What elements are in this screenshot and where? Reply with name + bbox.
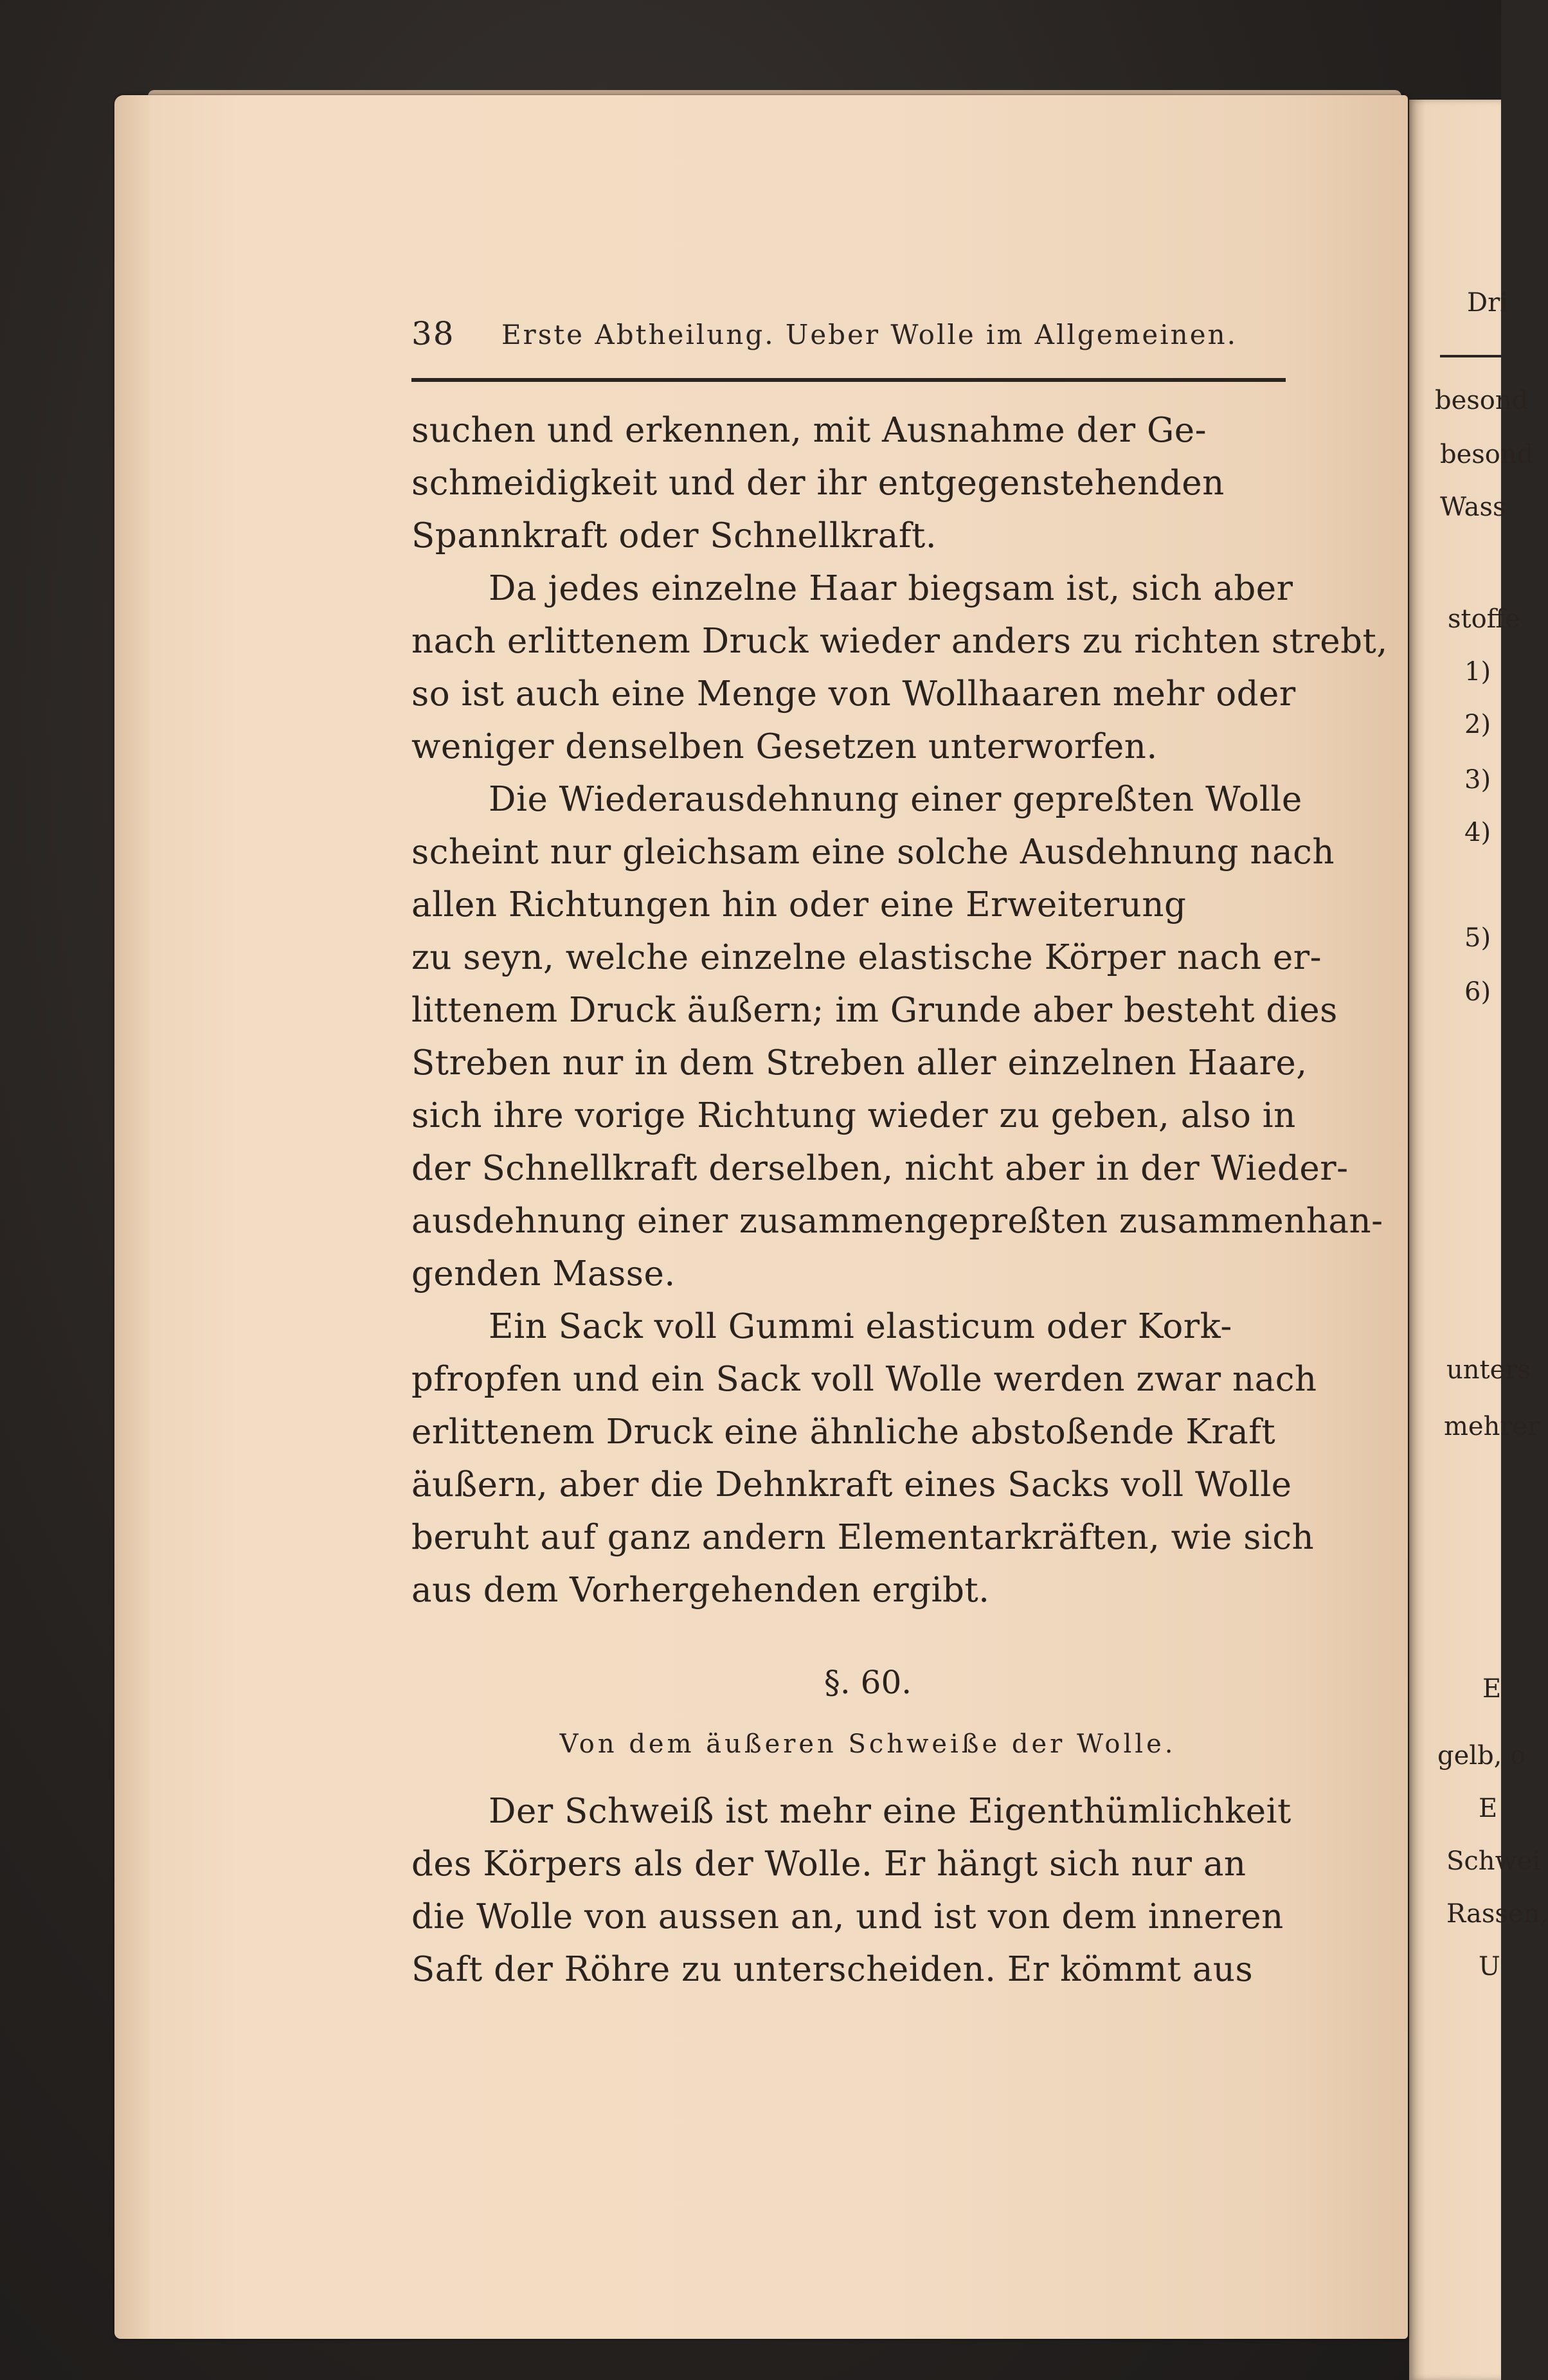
text-line: Streben nur in dem Streben aller einzelnen Haare, xyxy=(411,1043,1308,1083)
next-page-fragment: besond xyxy=(1440,440,1534,469)
next-page-fragment: 6) xyxy=(1464,977,1491,1007)
page-header xyxy=(411,315,1324,360)
next-page-fragment: stoffe xyxy=(1448,604,1520,634)
next-page-fragment: Wass xyxy=(1440,492,1506,522)
next-page-rule xyxy=(1440,355,1501,357)
text-line: genden Masse. xyxy=(411,1254,676,1294)
next-page-fragment: Schwei xyxy=(1446,1846,1541,1876)
next-page-fragment: 4) xyxy=(1464,818,1491,847)
text-line: die Wolle von aussen an, und ist von dem inneren xyxy=(411,1897,1284,1936)
section-number: §. 60. xyxy=(824,1664,912,1701)
text-line: pfropfen und ein Sack voll Wolle werden zwar nach xyxy=(411,1360,1317,1399)
text-line: littenem Druck äußern; im Grunde aber besteht dies xyxy=(411,991,1338,1030)
next-page-fragment: E xyxy=(1482,1674,1502,1704)
next-page-fragment: besond xyxy=(1435,386,1529,415)
text-line: scheint nur gleichsam eine solche Ausdehnung nach xyxy=(411,833,1335,872)
text-line: schmeidigkeit und der ihr entgegenstehenden xyxy=(411,464,1225,503)
text-line: Die Wiederausdehnung einer gepreßten Wolle xyxy=(489,780,1302,819)
text-line: Der Schweiß ist mehr eine Eigenthümlichkeit xyxy=(489,1792,1292,1831)
text-line: der Schnellkraft derselben, nicht aber in der Wieder- xyxy=(411,1149,1349,1188)
text-line: Saft der Röhre zu unterscheiden. Er kömmt aus xyxy=(411,1950,1254,1989)
next-page-fragment: U xyxy=(1479,1952,1500,1981)
text-line: sich ihre vorige Richtung wieder zu geben, also in xyxy=(411,1096,1296,1135)
text-line: so ist auch eine Menge von Wollhaaren mehr oder xyxy=(411,674,1296,714)
text-line: Spannkraft oder Schnellkraft. xyxy=(411,516,937,555)
next-page-fragment: mehrer xyxy=(1444,1412,1540,1441)
section-heading: Von dem äußeren Schweiße der Wolle. xyxy=(559,1729,1176,1759)
text-line: Da jedes einzelne Haar biegsam ist, sich aber xyxy=(489,569,1293,608)
text-line: zu seyn, welche einzelne elastische Körper nach er- xyxy=(411,938,1322,977)
next-page-fragment: Dri xyxy=(1467,288,1508,318)
text-line: äußern, aber die Dehnkraft eines Sacks voll Wolle xyxy=(411,1465,1292,1504)
text-line: weniger denselben Gesetzen unterworfen. xyxy=(411,727,1158,766)
text-line: ausdehnung einer zusammengepreßten zusammenhan- xyxy=(411,1202,1383,1241)
next-page-fragment: 2) xyxy=(1464,710,1491,739)
text-line: beruht auf ganz andern Elementarkräften, wie sich xyxy=(411,1518,1315,1557)
text-line: erlittenem Druck eine ähnliche abstoßende Kraft xyxy=(411,1412,1276,1452)
text-line: des Körpers als der Wolle. Er hängt sich nur an xyxy=(411,1844,1246,1884)
next-page-fragment: E xyxy=(1479,1794,1498,1823)
running-title: Erste Abtheilung. Ueber Wolle im Allgemeinen. xyxy=(501,319,1238,350)
next-page-fragment: Rassen, xyxy=(1446,1899,1548,1929)
page-number: 38 xyxy=(411,315,455,352)
text-line: nach erlittenem Druck wieder anders zu richten strebt, xyxy=(411,622,1388,661)
next-page-fragment: unters xyxy=(1446,1355,1531,1385)
next-page-fragment: 5) xyxy=(1464,923,1491,953)
header-rule xyxy=(411,378,1286,382)
next-page-fragment: gelb, o xyxy=(1437,1741,1526,1771)
text-line: aus dem Vorhergehenden ergibt. xyxy=(411,1571,990,1610)
text-line: allen Richtungen hin oder eine Erweiterung xyxy=(411,885,1187,924)
next-page-fragment: 3) xyxy=(1464,765,1491,795)
next-page-fragment: 1) xyxy=(1464,657,1491,687)
text-line: suchen und erkennen, mit Ausnahme der Ge- xyxy=(411,411,1207,450)
text-line: Ein Sack voll Gummi elasticum oder Kork- xyxy=(489,1307,1232,1346)
